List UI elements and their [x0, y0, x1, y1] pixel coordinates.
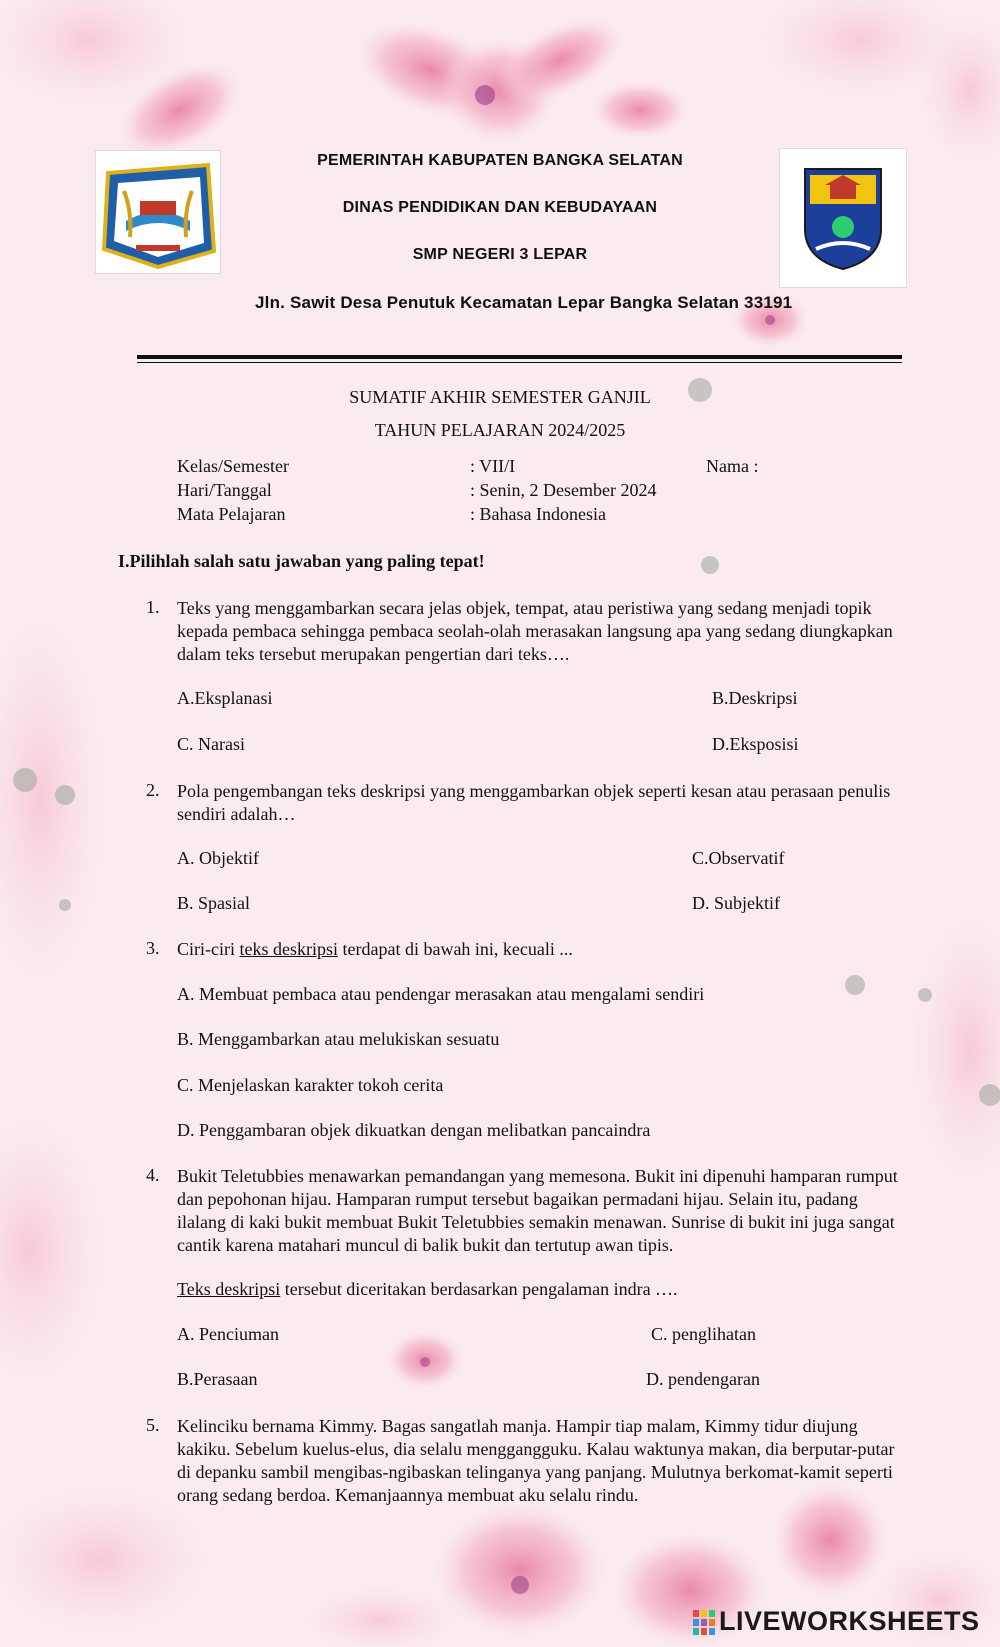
- question-text-part: terdapat di bawah ini, kecuali ...: [337, 939, 573, 959]
- answer-option[interactable]: C. Narasi: [177, 734, 245, 754]
- answer-option[interactable]: A.Eksplanasi: [177, 688, 273, 708]
- answer-option[interactable]: B.Deskripsi: [712, 688, 798, 708]
- nama-label: Nama :: [706, 456, 759, 476]
- question-text-underlined: teks deskripsi: [239, 939, 338, 959]
- question-text-part: Ciri-ciri: [177, 939, 240, 959]
- hari-label: Hari/Tanggal: [177, 480, 272, 500]
- answer-option[interactable]: C. Menjelaskan karakter tokoh cerita: [177, 1075, 444, 1095]
- header-department: DINAS PENDIDIKAN DAN KEBUDAYAAN: [342, 199, 658, 216]
- answer-option[interactable]: C. penglihatan: [651, 1324, 756, 1344]
- header-divider-thin: [137, 362, 902, 363]
- answer-option[interactable]: B.Perasaan: [177, 1369, 258, 1389]
- liveworksheets-brand[interactable]: [693, 1606, 980, 1637]
- kelas-value: : VII/I: [470, 456, 516, 476]
- section-instruction: I.Pilihlah salah satu jawaban yang paling tepat!: [118, 551, 485, 571]
- brand-text: LIVEWORKSHEETS: [719, 1606, 980, 1636]
- mapel-label: Mata Pelajaran: [177, 504, 286, 524]
- kelas-label: Kelas/Semester: [177, 456, 289, 476]
- question-text-part: tersebut diceritakan berdasarkan pengalaman indra ….: [280, 1279, 678, 1299]
- answer-option[interactable]: A. Penciuman: [177, 1324, 279, 1344]
- question-text: Pola pengembangan teks deskripsi yang menggambarkan objek seperti kesan atau perasaan penulis sendiri adalah…: [177, 781, 891, 824]
- answer-option[interactable]: D. Penggambaran objek dikuatkan dengan melibatkan pancaindra: [177, 1120, 651, 1140]
- mapel-value: : Bahasa Indonesia: [470, 504, 606, 524]
- question-number: 5.: [146, 1415, 160, 1435]
- question-number: 2.: [146, 780, 160, 800]
- answer-option[interactable]: A. Membuat pembaca atau pendengar merasakan atau mengalami sendiri: [177, 984, 705, 1004]
- question-text: [177, 938, 907, 961]
- hari-value: : Senin, 2 Desember 2024: [470, 480, 657, 500]
- answer-option[interactable]: B. Menggambarkan atau melukiskan sesuatu: [177, 1029, 500, 1049]
- answer-option[interactable]: D.Eksposisi: [712, 734, 799, 754]
- question-text: Kelinciku bernama Kimmy. Bagas sangatlah manja. Hampir tiap malam, Kimmy tidur diujung kakiku. Sebelum kuelus-elus, dia selalu menggangguku. Kalau waktunya makan, dia berputar-putar di depanku sambil mengibas-ngibaskan telinganya yang panjang. Mulutnya berkomat-kamit seperti orang sedang berdoa. Kemanjaannya membuat aku selalu rindu.: [177, 1416, 895, 1505]
- question-number: 4.: [146, 1165, 160, 1185]
- question-text-underlined: Teks deskripsi: [177, 1279, 281, 1299]
- answer-option[interactable]: A. Objektif: [177, 848, 259, 868]
- answer-option[interactable]: D. Subjektif: [692, 893, 780, 913]
- answer-option[interactable]: D. pendengaran: [646, 1369, 760, 1389]
- question-text: Teks yang menggambarkan secara jelas objek, tempat, atau peristiwa yang sedang menjadi topik kepada pembaca sehingga pembaca seolah-olah merasakan langsung apa yang sedang diungkapkan dalam teks tersebut merupakan pengertian dari teks….: [177, 598, 893, 664]
- header-address: Jln. Sawit Desa Penutuk Kecamatan Lepar Bangka Selatan 33191: [255, 293, 793, 312]
- question-number: 1.: [146, 597, 160, 617]
- academic-year: TAHUN PELAJARAN 2024/2025: [374, 420, 626, 440]
- exam-title: SUMATIF AKHIR SEMESTER GANJIL: [349, 387, 651, 407]
- question-subtext: [177, 1278, 907, 1301]
- question-text: Bukit Teletubbies menawarkan pemandangan yang memesona. Bukit ini dipenuhi hamparan rumput dan pepohonan hijau. Hamparan rumput tersebut bagaikan permadani hijau. Selain itu, padang ilalang di kaki bukit membuat Bukit Teletubbies semakin menawan. Sunrise di bukit ini juga sangat cantik karena matahari muncul di balik bukit dan tertutup awan tipis.: [177, 1166, 898, 1255]
- answer-option[interactable]: C.Observatif: [692, 848, 785, 868]
- answer-option[interactable]: B. Spasial: [177, 893, 251, 913]
- header-divider-thick: [137, 355, 902, 359]
- header-school: SMP NEGERI 3 LEPAR: [412, 246, 588, 263]
- header-government: PEMERINTAH KABUPATEN BANGKA SELATAN: [317, 152, 683, 169]
- question-number: 3.: [146, 938, 160, 958]
- liveworksheets-logo-icon: [693, 1610, 715, 1636]
